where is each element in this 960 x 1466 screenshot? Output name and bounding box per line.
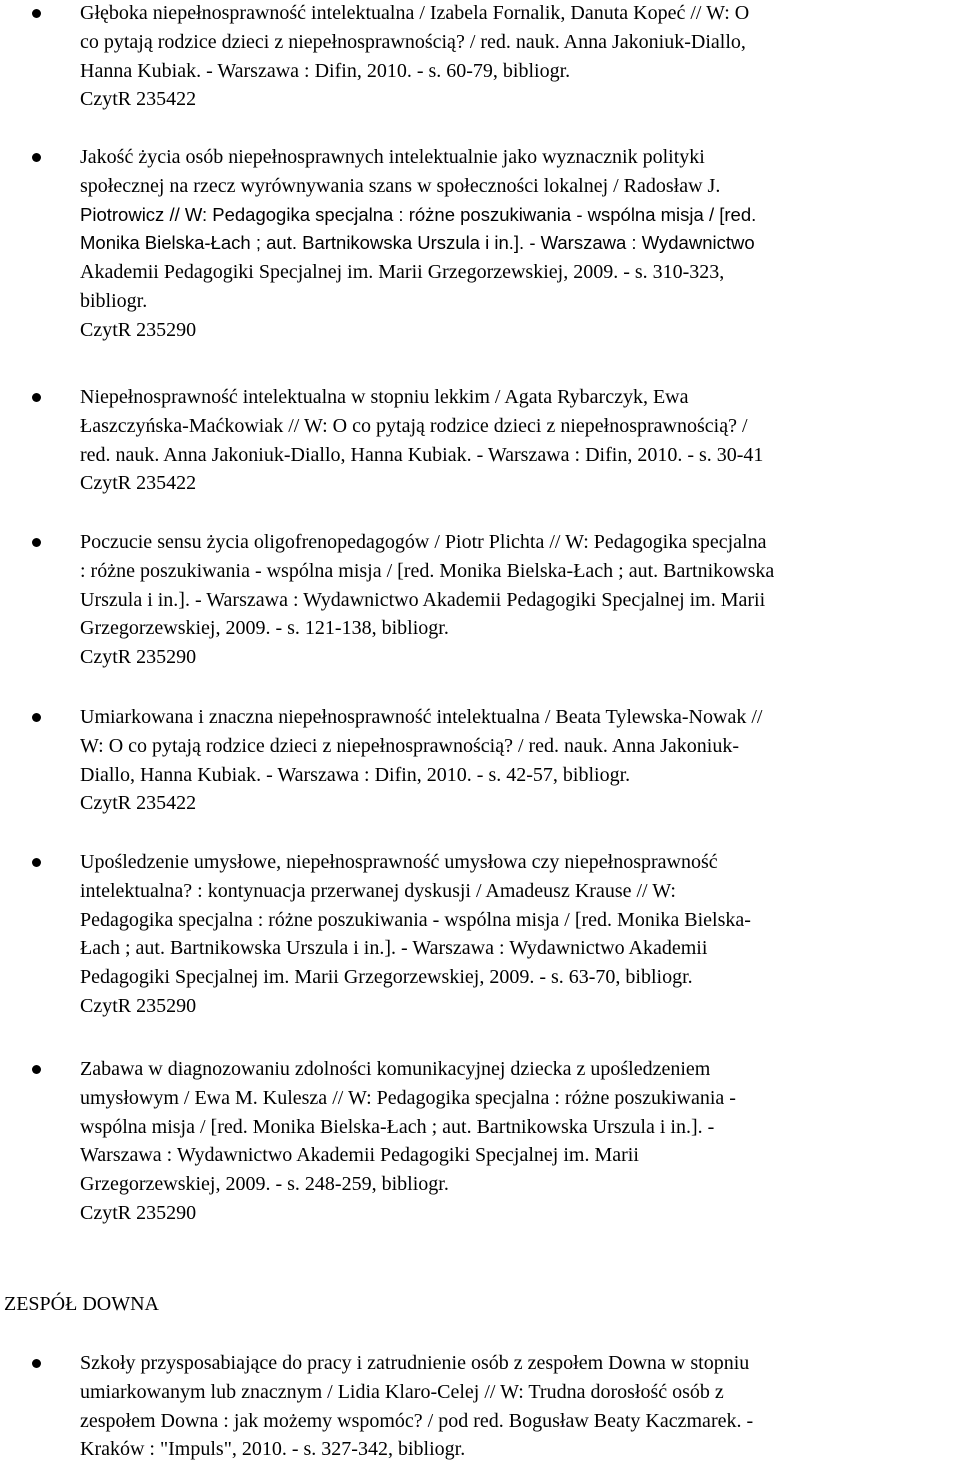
bullet-icon — [32, 713, 41, 722]
bibliography-entry — [80, 383, 958, 498]
entry-text-line: Kraków : "Impuls", 2010. - s. 327-342, bibliogr. — [80, 1438, 466, 1461]
entry-text-line: Grzegorzewskiej, 2009. - s. 121-138, bibliogr. — [80, 617, 449, 640]
entry-text-line: Umiarkowana i znaczna niepełnosprawność intelektualna / Beata Tylewska-Nowak // — [80, 706, 763, 728]
entry-text-line: Poczucie sensu życia oligofrenopedagogów / Piotr Plichta // W: Pedagogika specjalna — [80, 531, 767, 553]
entry-text-line: intelektualna? : kontynuacja przerwanej dyskusji / Amadeusz Krause // W: — [80, 879, 676, 902]
entry-text-line: Monika Bielska-Łach ; aut. Bartnikowska Urszula i in.]. - Warszawa : Wydawnictwo — [80, 232, 755, 254]
entry-text-line: społecznej na rzecz wyrównywania szans w społeczności lokalnej / Radosław J. — [80, 174, 721, 197]
entry-text-line: Urszula i in.]. - Warszawa : Wydawnictwo Akademii Pedagogiki Specjalnej im. Marii — [80, 588, 766, 611]
entry-text-line: wspólna misja / [red. Monika Bielska-Łach ; aut. Bartnikowska Urszula i in.]. - — [80, 1115, 715, 1138]
entry-text-line: Jakość życia osób niepełnosprawnych intelektualnie jako wyznacznik polityki — [80, 146, 705, 168]
entry-text-line: Akademii Pedagogiki Specjalnej im. Marii Grzegorzewskiej, 2009. - s. 310-323, — [80, 261, 725, 284]
bibliography-entry — [80, 848, 958, 1021]
entry-text-line: Upośledzenie umysłowe, niepełnosprawność umysłowa czy niepełnosprawność — [80, 851, 718, 873]
entry-text-line: bibliogr. — [80, 289, 148, 312]
entry-text-line: Piotrowicz // W: Pedagogika specjalna : różne poszukiwania - wspólna misja / [red. — [80, 203, 757, 225]
bullet-icon — [32, 858, 41, 867]
entry-text-line: Zabawa w diagnozowaniu zdolności komunikacyjnej dziecka z upośledzeniem — [80, 1058, 711, 1080]
entry-text-line: co pytają rodzice dzieci z niepełnosprawnością? / red. nauk. Anna Jakoniuk-Diallo, — [80, 30, 746, 53]
entry-text-line: : różne poszukiwania - wspólna misja / [red. Monika Bielska-Łach ; aut. Bartnikowska — [80, 559, 775, 582]
bullet-icon — [32, 1065, 41, 1074]
entry-text-line: Warszawa : Wydawnictwo Akademii Pedagogiki Specjalnej im. Marii — [80, 1144, 639, 1167]
call-number: CzytR 235422 — [80, 88, 197, 111]
call-number: CzytR 235290 — [80, 318, 197, 341]
call-number: CzytR 235422 — [80, 472, 197, 495]
bullet-icon — [32, 393, 41, 402]
call-number: CzytR 235290 — [80, 646, 197, 669]
bibliography-entry — [80, 1055, 958, 1228]
bullet-icon — [32, 1359, 41, 1368]
entry-text-line: Pedagogika specjalna : różne poszukiwania - wspólna misja / [red. Monika Bielska- — [80, 908, 751, 931]
entry-text-line: Głęboka niepełnosprawność intelektualna / Izabela Fornalik, Danuta Kopeć // W: O — [80, 2, 750, 24]
entry-text-line: Łaszczyńska-Maćkowiak // W: O co pytają rodzice dzieci z niepełnosprawnością? / — [80, 414, 748, 437]
entry-text-line: Diallo, Hanna Kubiak. - Warszawa : Difin, 2010. - s. 42-57, bibliogr. — [80, 763, 631, 786]
entry-text-line: Pedagogiki Specjalnej im. Marii Grzegorzewskiej, 2009. - s. 63-70, bibliogr. — [80, 966, 693, 989]
call-number: CzytR 235422 — [80, 792, 197, 815]
entry-text-line: Niepełnosprawność intelektualna w stopniu lekkim / Agata Rybarczyk, Ewa — [80, 386, 689, 408]
bibliography-entry — [80, 703, 958, 818]
bullet-icon — [32, 9, 41, 18]
bullet-icon — [32, 538, 41, 547]
entry-text-line: Łach ; aut. Bartnikowska Urszula i in.]. - Warszawa : Wydawnictwo Akademii — [80, 937, 708, 960]
entry-text-line: W: O co pytają rodzice dzieci z niepełnosprawnością? / red. nauk. Anna Jakoniuk- — [80, 734, 740, 757]
bibliography-entry — [80, 0, 958, 114]
entry-text-line: Szkoły przysposabiające do pracy i zatrudnienie osób z zespołem Downa w stopniu — [80, 1352, 750, 1374]
section-heading: ZESPÓŁ DOWNA — [4, 1293, 159, 1315]
bibliography-entry — [80, 528, 958, 672]
call-number: CzytR 235290 — [80, 994, 197, 1017]
entry-text-line: Hanna Kubiak. - Warszawa : Difin, 2010. - s. 60-79, bibliogr. — [80, 59, 571, 82]
entry-text-line: Grzegorzewskiej, 2009. - s. 248-259, bibliogr. — [80, 1173, 449, 1196]
call-number: CzytR 235290 — [80, 1201, 197, 1224]
entry-text-line: zespołem Downa : jak możemy wspomóc? / pod red. Bogusław Beaty Kaczmarek. - — [80, 1409, 754, 1432]
bibliography-entry — [80, 143, 958, 345]
entry-text-line: red. nauk. Anna Jakoniuk-Diallo, Hanna Kubiak. - Warszawa : Difin, 2010. - s. 30-41 — [80, 443, 764, 466]
bibliography-entry — [80, 1349, 958, 1464]
bullet-icon — [32, 153, 41, 162]
entry-text-line: umiarkowanym lub znacznym / Lidia Klaro-Celej // W: Trudna dorosłość osób z — [80, 1380, 724, 1403]
entry-text-line: umysłowym / Ewa M. Kulesza // W: Pedagogika specjalna : różne poszukiwania - — [80, 1086, 736, 1109]
